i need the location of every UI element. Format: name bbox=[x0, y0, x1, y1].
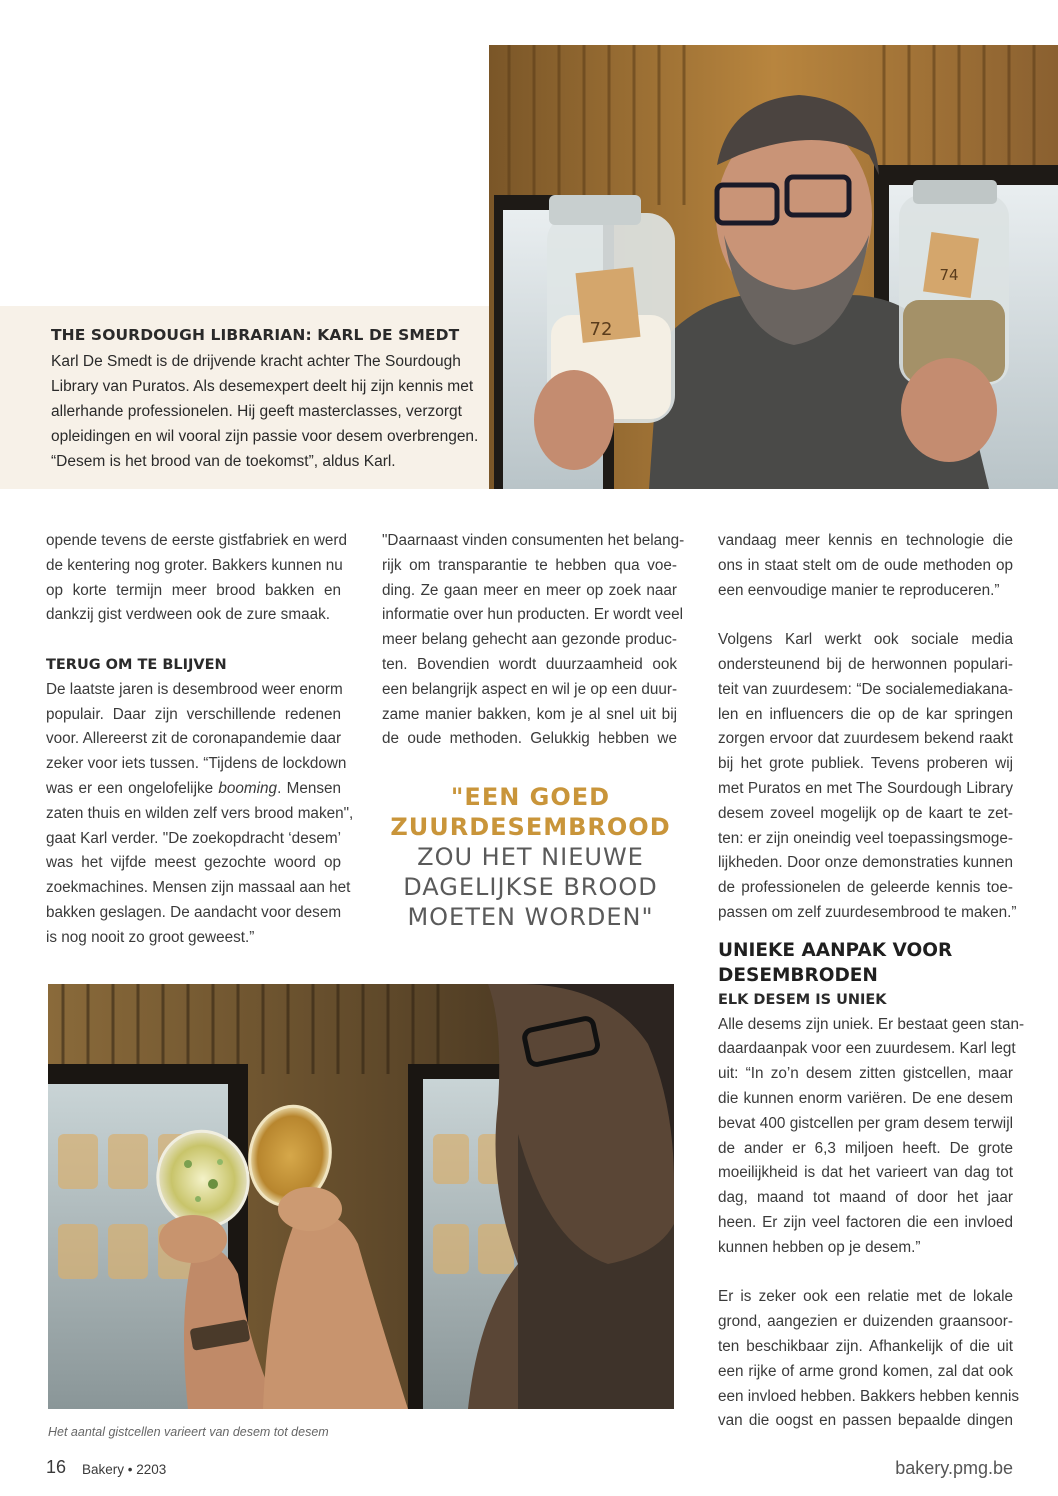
bio-box bbox=[0, 306, 489, 489]
magazine-issue: Bakery • 2203 bbox=[82, 1462, 167, 1477]
column-1 bbox=[46, 529, 354, 951]
body-paragraph: Volgens Karl werkt ook sociale media ondersteunend bij de herwonnen populari- teit van zuurdesem: “De socialemediakana- len en influencers die op de kar springen zorgen ervoor dat zuurdesem bekend raakt bij het grote publiek. Tevens proberen wij met Puratos en met The Sourdough Library desem zoveel mogelijk op de kaart te zet- ten: er zijn oneindig veel toepassingsmoge- lijkheden. Door onze demonstraties kunnen de professionelen de geleerde kennis toe- passen om zelf zuurdesembrood te maken.” bbox=[718, 631, 1017, 921]
pull-quote: "EEN GOED ZUURDESEMBROOD ZOU HET NIEUWE DAGELIJKSE BROOD MOETEN WORDEN" bbox=[390, 783, 671, 931]
section-subheading: ELK DESEM IS UNIEK bbox=[718, 991, 887, 1008]
photo-petri-dishes bbox=[48, 984, 674, 1409]
column-3 bbox=[718, 529, 1025, 1434]
bio-title: THE SOURDOUGH LIBRARIAN: KARL DE SMEDT bbox=[51, 326, 460, 344]
section-heading: TERUG OM TE BLIJVEN bbox=[46, 656, 227, 673]
body-paragraph: De laatste jaren is desembrood weer enorm populair. Daar zijn verschillende redenen voor. Allereerst zit de coronapandemie daar zeker voor iets tussen. “Tijdens de lockdown was er een ongelofelijke booming. Mensen zaten thuis en wilden zelf vers brood maken", gaat Karl verder. "De zoekopdracht ‘desem’ was het vijfde meest gezochte woord op zoekmachines. Mensen zijn massaal aan het bakken geslagen. De aandacht voor desem is nog nooit zo groot geweest.” bbox=[46, 680, 354, 946]
bio-text: Karl De Smedt is de drijvende kracht achter The Sourdough Library van Puratos. Als desemexpert deelt hij zijn kennis met allerhande professionelen. Hij geeft masterclasses, verzorgt opleidingen en wil vooral zijn passie voor desem overbrengen. “Desem is het brood van de toekomst”, aldus Karl. bbox=[51, 353, 479, 470]
jar-right bbox=[899, 180, 1009, 385]
section-heading-large: UNIEKE AANPAK VOOR DESEMBRODEN bbox=[718, 939, 953, 986]
jar-right-label: 74 bbox=[939, 266, 959, 284]
body-paragraph: "Daarnaast vinden consumenten het belang- rijk om transparantie te hebben qua voe- ding. Ze gaan meer en meer op zoek naar informatie over hun producten. Er wordt veel meer belang gehecht aan gezonde produc- ten. Bovendien wordt duurzaamheid ook een belangrijk aspect en wil je op een duur- zame manier bakken, kom je al snel uit bij de oude methoden. Gelukkig hebben we bbox=[382, 532, 685, 748]
body-paragraph: opende tevens de eerste gistfabriek en werd de kentering nog groter. Bakkers kunnen nu op korte termijn meer brood bakken en dankzij gist verdween ook de zure smaak. bbox=[46, 532, 348, 624]
website-link[interactable]: bakery.pmg.be bbox=[895, 1458, 1013, 1478]
page-number: 16 bbox=[46, 1457, 67, 1477]
body-paragraph: Alle desems zijn uniek. Er bestaat geen stan- daardaanpak voor een zuurdesem. Karl legt uit: “In zo’n desem zitten gistcellen, maar die kunnen enorm variëren. De ene desem bevat 400 gistcellen per gram desem terwijl de ander er 6,3 miljoen heeft. De grote moeilijkheid is dat het varieert van dag tot dag, maand tot maand of door het jaar heen. Er zijn veel factoren die een invloed kunnen hebben op je desem.” bbox=[718, 1015, 1025, 1256]
photo-karl-with-jars bbox=[489, 45, 1058, 489]
column-2 bbox=[382, 529, 685, 752]
jar-left-label: 72 bbox=[589, 319, 613, 340]
photo-caption: Het aantal gistcellen varieert van desem tot desem bbox=[48, 1425, 329, 1439]
body-paragraph: Er is zeker ook een relatie met de lokale grond, aangezien er duizenden graansoor- ten beschikbaar zijn. Afhankelijk of die uit een rijke of arme grond komen, zal dat ook een invloed hebben. Bakkers hebben kennis van die oogst en passen bepaalde dingen bbox=[718, 1288, 1020, 1430]
line-with-italic: was er een ongelofelijke booming. Mensen bbox=[46, 779, 342, 797]
body-paragraph: vandaag meer kennis en technologie die ons in staat stelt om de oude methoden op een eenvoudige manier te reproduceren.” bbox=[718, 532, 1013, 599]
